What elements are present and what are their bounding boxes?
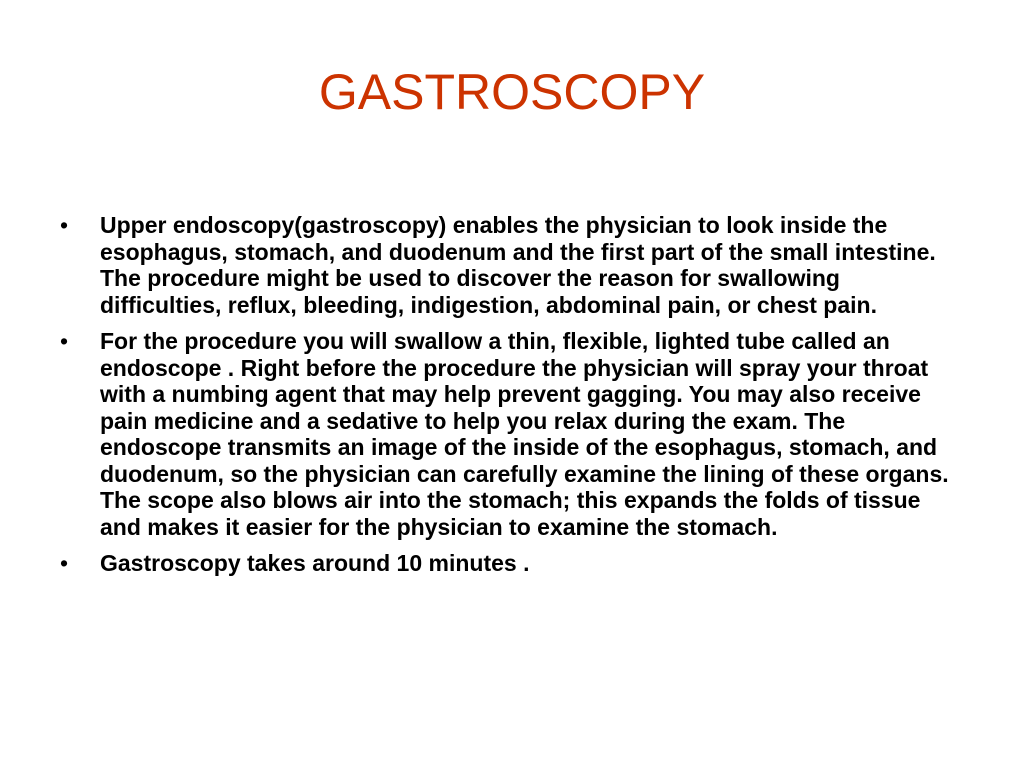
bullet-text-3: Gastroscopy takes around 10 minutes .: [100, 550, 530, 576]
bullet-icon: •: [60, 212, 69, 238]
bullet-item-2: [60, 328, 965, 540]
bullet-icon: •: [60, 550, 69, 576]
bullet-list: [60, 212, 965, 587]
bullet-item-1: [60, 212, 965, 318]
bullet-text-2: For the procedure you will swallow a thin, flexible, lighted tube called an endoscope . Right before the procedure the physician will spray your throat with a numbing agent that may help prevent gagging. You may also receive pain medicine and a sedative to help you relax during the exam. The endoscope transmits an image of the inside of the esophagus, stomach, and duodenum, so the physician can carefully examine the lining of these organs. The scope also blows air into the stomach; this expands the folds of tissue and makes it easier for the physician to examine the stomach.: [100, 328, 949, 540]
bullet-icon: •: [60, 328, 69, 354]
slide-title: GASTROSCOPY: [318, 64, 706, 120]
bullet-text-1: Upper endoscopy(gastroscopy) enables the physician to look inside the esophagus, stomach, and duodenum and the first part of the small intestine. The procedure might be used to discover the reason for swallowing difficulties, reflux, bleeding, indigestion, abdominal pain, or chest pain.: [100, 212, 936, 318]
bullet-item-3: [60, 550, 965, 577]
